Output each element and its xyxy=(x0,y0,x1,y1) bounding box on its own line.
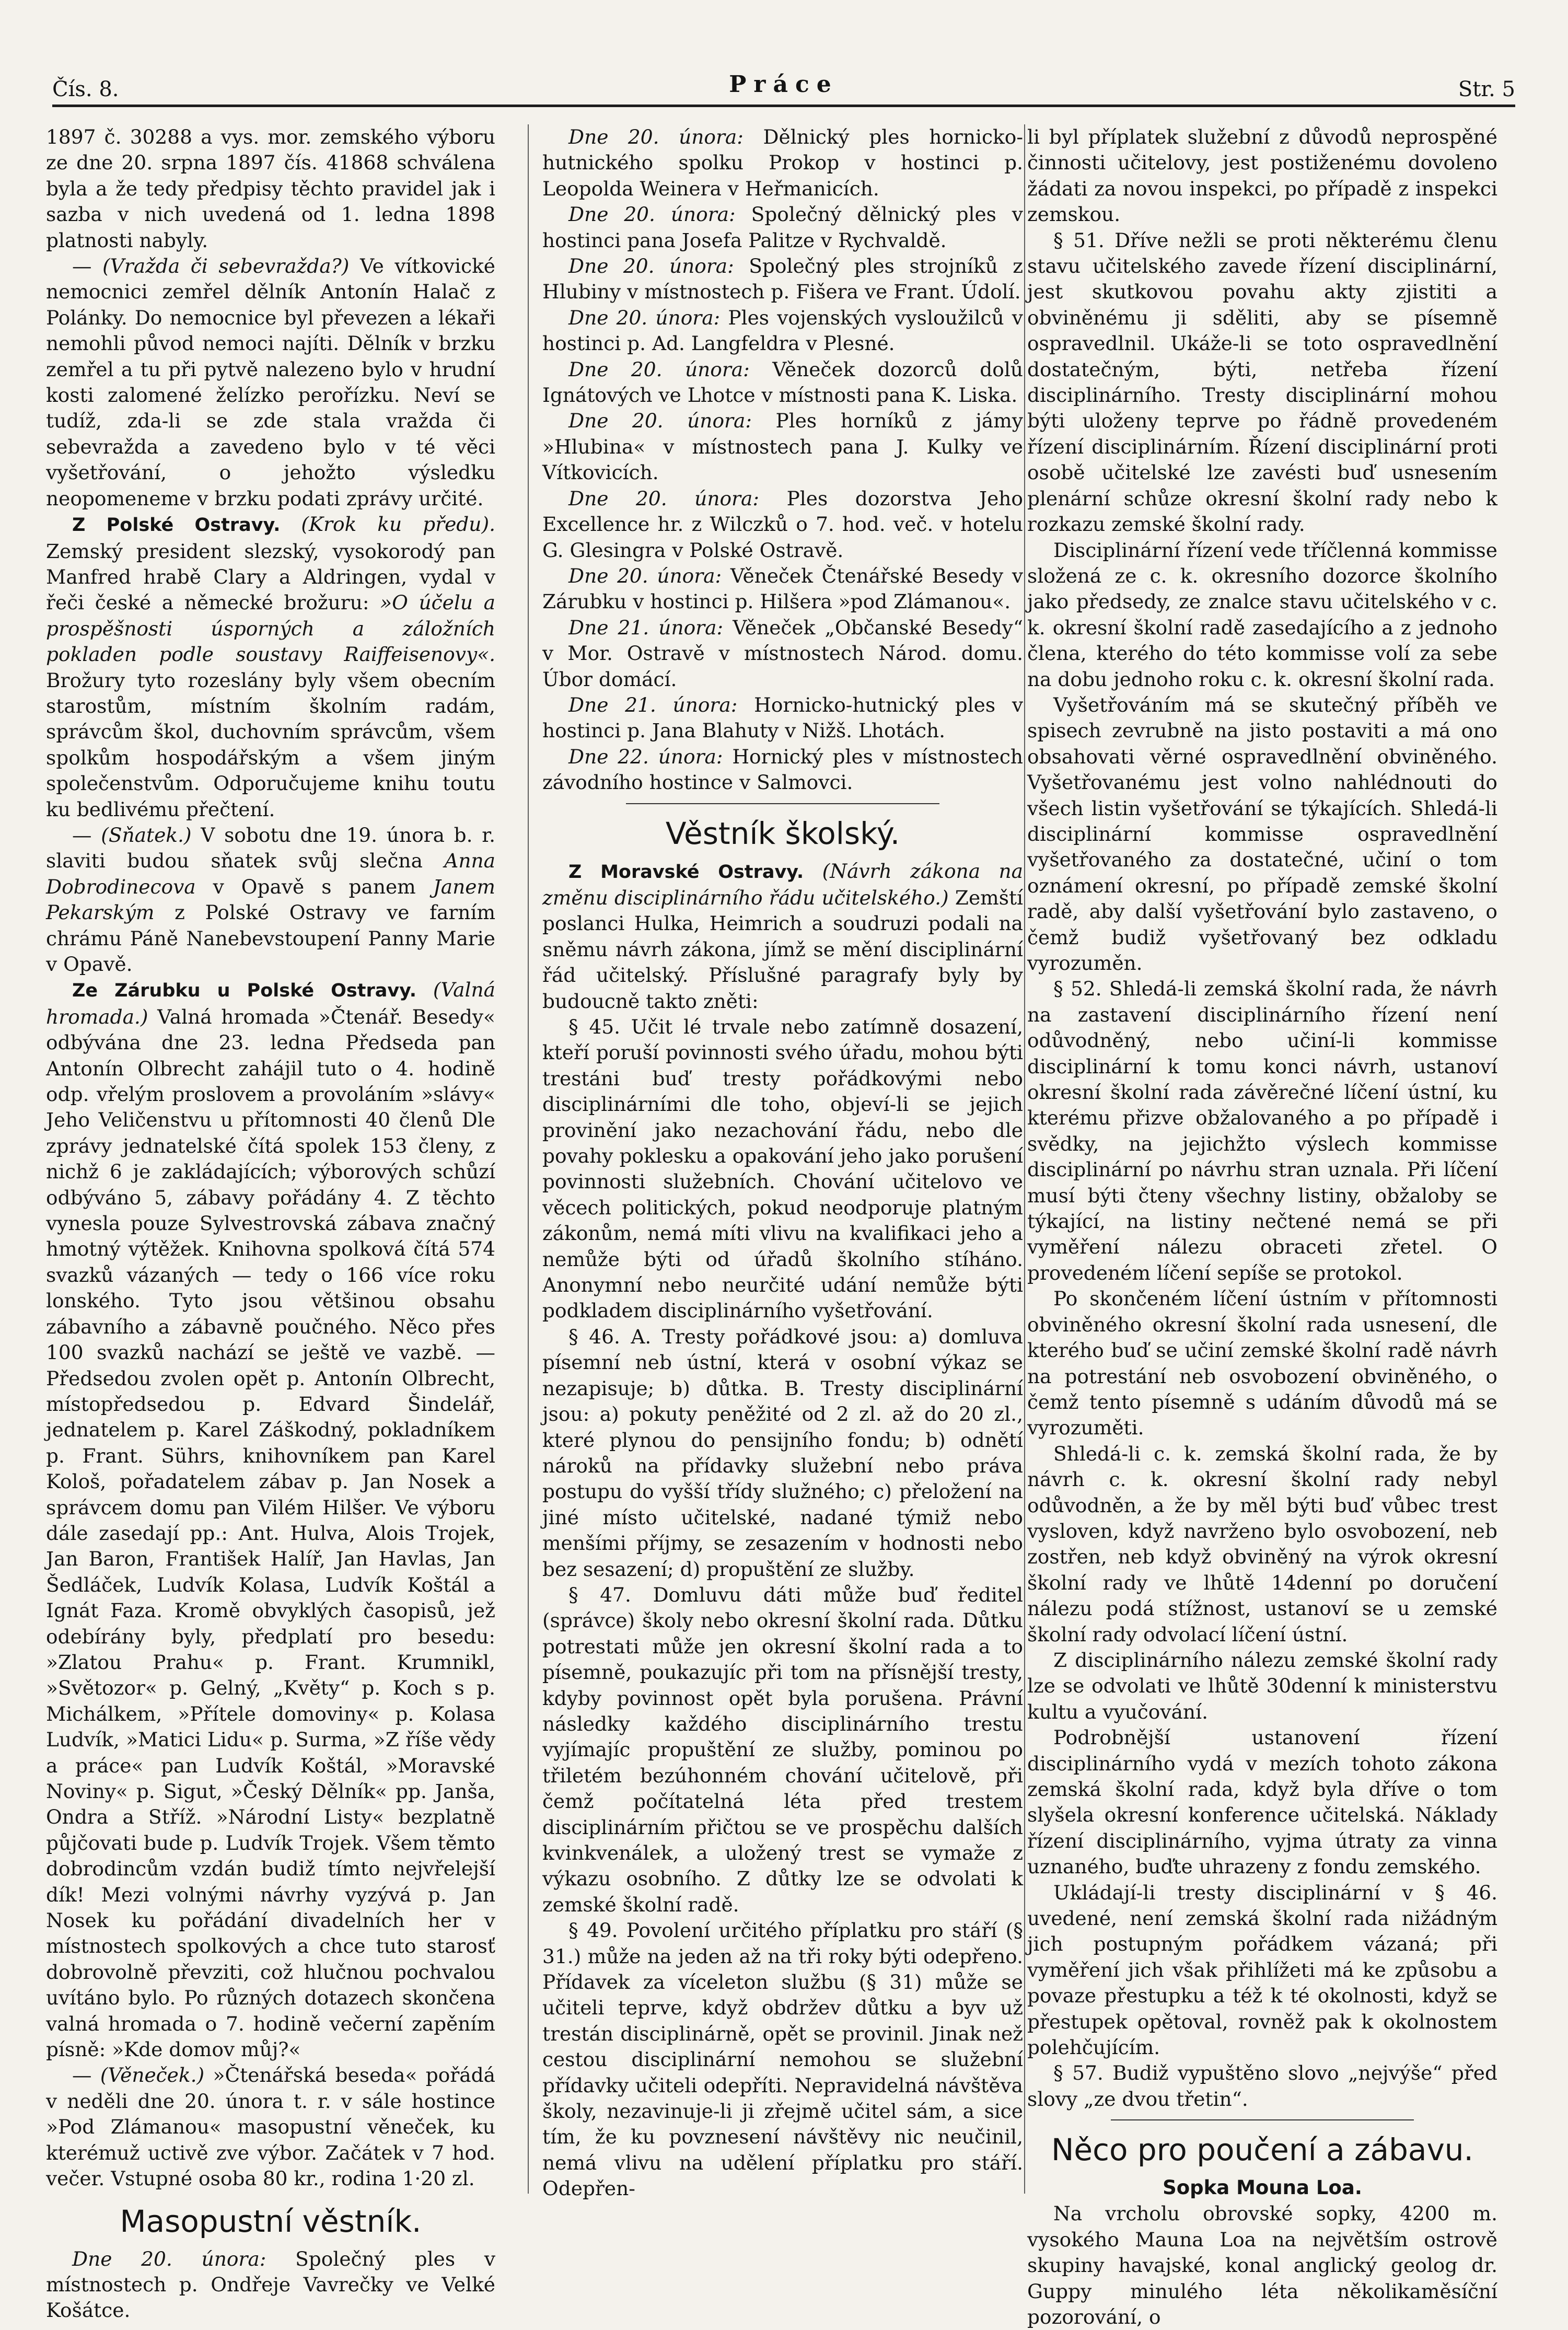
event-date: Dne 20. února: xyxy=(568,306,721,329)
article-assembly-title: (Valná hromada.) xyxy=(46,978,495,1028)
section-heading-carnival: Masopustní věstník. xyxy=(120,2203,422,2239)
page-number: Str. 5 xyxy=(1458,77,1515,101)
section-heading-school: Věstník školský. xyxy=(665,815,900,851)
issue-number: Čís. 8. xyxy=(52,77,119,101)
paragraph-52: § 52. Shledá-li zemská školní rada, že návrh na zastavení disciplinárního řízení není odůvodněný, nebo učiní-li kommisse disciplinární k tomu konci návrh, ustanoví okresní školní rada závěrečné líčení ústní, ku kterému přizve obžalovaného a po případě i svědky, na jejichžto výslech kommisse disciplinární po návrhu stran uznala. Při líčení musí býti čteny všechny listiny, obžaloby se týkající, na listiny nečtené nemá se při vyměření nálezu obraceti zřetel. O provedeném líčení sepíše se protokol. xyxy=(1027,977,1497,1284)
event-date: Dne 21. února: xyxy=(568,616,724,639)
article-wreath-title: (Věneček.) xyxy=(100,2064,205,2087)
brochure-name: »O účelu a prospěšnosti úsporných a záložních pokladen podle soustavy Raiffeisenovy«. xyxy=(46,591,495,666)
article-wreath-text: »Čtenářská beseda« pořádá v neděli dne 20. února t. r. v sále hostince »Pod Zlámanou« masopustní věneček, ku kterémuž uctivě zve výbor. Začátek v 7 hod. večer. Vstupné osoba 80 kr., rodina 1·20 zl. xyxy=(46,2064,496,2190)
event-item xyxy=(542,692,1023,744)
event-date: Dne 20. února: xyxy=(568,357,750,381)
event-text: Ples horníků z jámy »Hlubina« v místnostech pana J. Kulky ve Vítkovicích. xyxy=(542,409,1023,484)
event-text: Ples dozorstva Jeho Excellence hr. z Wilczků o 7. hod. več. v hotelu G. Glesingra v Polské Ostravě. xyxy=(542,486,1024,562)
event-text: Ples vojenských vysloužilců v hostinci p. Ad. Langfeldra v Plesné. xyxy=(542,306,1023,355)
event-text: Věneček dozorců dolů Ignátových ve Lhotce v místnosti pana K. Liska. xyxy=(542,357,1023,407)
article-wedding-text-2: v Opavě s panem xyxy=(213,875,416,898)
section-heading-education: Něco pro poučení a zábavu. xyxy=(1051,2132,1473,2168)
paragraph-penalties: Ukládají-li tresty disciplinární v § 46. uvedené, není zemská školní rada nižádným jich postupným pořádkem vázaná; při vyměření jich však přihlížeti má ke způsobu a povaze přestupku a též k té okolnosti, když se přestupek opětoval, rovněž pak k okolnostem polehčujícím. xyxy=(1027,1881,1497,2059)
article-brochure-text-2: Brožury tyto rozeslány byly všem obecním starostům, místním školním radám, správcům škol, duchovním správcům, všem spolkům hospodářským a všem jiným společenstvům. Odporučujeme knihu toutu ku bedlivému přečtení. xyxy=(46,668,495,821)
paragraph-commission: Disciplinární řízení vede tříčlenná kommisse složená ze c. k. okresního dozorce školního jako předsedy, ze znalce stavu učitelského v c. k. okresní školní radě zasedajícího a z jednoho člena, kterého do této kommisse volí za sebe na dobu jednoho roku c. k. okresní školní rada. xyxy=(1027,538,1497,691)
paragraph-51: § 51. Dříve nežli se proti některému členu stavu učitelského zavede řízení disciplinární, jest skutkovou povahu akty zjistiti a obviněnému ji sděliti, aby se písemně ospravedlnil. Ukáže-li se toto ospravedlnění dostatečným, býti, netřeba řízení disciplinárního. Tresty disciplinární mohou býti uloženy teprve po řádně provedeném řízení disciplinárním. Řízení disciplinární proti osobě učitelské lze zavésti buď usnesením plenární schůze okresní školní rady nebo k rozkazu zemské školní rady. xyxy=(1027,228,1497,536)
event-date: Dne 20. února: xyxy=(568,254,734,278)
article-assembly-place: Ze Zárubku u Polské Ostravy. xyxy=(72,980,417,1002)
event-item xyxy=(542,202,1023,253)
header-rule xyxy=(52,105,1515,107)
event-item xyxy=(542,253,1023,305)
carnival-event-text: Společný ples v místnostech p. Ondřeje Vavrečky ve Velké Košátce. xyxy=(46,2247,496,2322)
article-murder-title: (Vražda či sebevražda?) xyxy=(102,254,350,278)
event-text: Hornicko-hutnický ples v hostinci p. Jana Blahuty v Nižš. Lhotách. xyxy=(542,693,1024,743)
bride-name: Anna Dobrodinecova xyxy=(46,849,495,898)
column-1 xyxy=(46,124,495,2324)
event-item xyxy=(542,305,1023,357)
article-murder-text: Ve vítkovické nemocnici zemřel dělník Antonín Halač z Polánky. Do nemocnice byl převezen a lékaři nemohli původ nemoci najíti. Dělník v brzku zemřel a tu při pytvě nalezeno bylo v hrudní kosti zalomené želízko perořízku. Neví se tudíž, zda-li se zde stala vražda či sebevražda a zavedeno bylo v té věci vyšetřování, o jehožto výsledku neopomeneme v brzku podati zprávy určité. xyxy=(46,254,495,510)
event-item xyxy=(542,408,1023,485)
article-assembly xyxy=(46,977,495,2062)
newspaper-title: Práce xyxy=(729,71,839,98)
column-3 xyxy=(1027,124,1497,2330)
article-school-place: Z Moravské Ostravy. xyxy=(568,861,804,883)
article-wedding: — (Sňatek.) V sobotu dne 19. února b. r. slaviti budou sňatek svůj slečna Anna Dobrodinecova v Opavě s panem Janem Pekarským z Polské Ostravy ve farním chrámu Páně Nanebevstoupení Panny Marie v Opavě. xyxy=(46,823,496,976)
paragraph-hearing: Po skončeném líčení ústním v přítomnosti obviněného okresní školní rada usnesení, dle kterého buď se učiní zemské školní radě návrh na potrestání neb osvobození obviněného, o čemž tento písemně s udáním důvodů má se vyrozuměti. xyxy=(1027,1287,1497,1440)
event-date: Dne 20. února: xyxy=(568,409,752,433)
event-date: Dne 20. února: xyxy=(568,486,759,510)
column-divider-1 xyxy=(528,124,529,2194)
article-school-title: (Návrh zákona na změnu disciplinárního řádu učitelského.) xyxy=(542,859,1023,909)
article-wedding-title: (Sňatek.) xyxy=(101,823,192,847)
article-volcano-title: Sopka Mouna Loa. xyxy=(1163,2176,1362,2199)
article-brochure-place: Z Polské Ostravy. xyxy=(72,515,281,536)
paragraph-details: Podrobnější ustanovení řízení disciplinárního vydá v mezích tohoto zákona zemská školní rada, když byla dříve o tom slyšela okresní konference učitelská. Náklady řízení disciplinárního, vyjma útraty za vinna uznaného, buďte uhrazeny z fondu zemského. xyxy=(1027,1726,1497,1879)
article-wedding-text: V sobotu dne 19. února b. r. slaviti budou sňatek svůj slečna xyxy=(46,823,495,873)
column-2 xyxy=(542,124,1023,2202)
paragraph-45: § 45. Učit lé trvale nebo zatímně dosazení, kteří poruší povinnosti svého úřadu, mohou býti trestáni buď tresty pořádkovými nebo disciplinárními dle toho, objeví-li se jejich provinění jako nezachování řádu, nebo dle povahy poklesku a opakování jeho jako porušení povinnosti služebních. Chování učitelovo ve věcech politických, pokud neodporuje platným zákonům, nemá míti vlivu na kvalifikaci jeho a nemůže býti od úřadů školního stíháno. Anonymní nebo neurčité udání nemůže býti podkladem disciplinárního vyšetřování. xyxy=(542,1015,1023,1323)
article-wedding-text-3: z Polské Ostravy ve farním chrámu Páně Nanebevstoupení Panny Marie v Opavě. xyxy=(46,901,496,976)
event-text: Hornický ples v místnostech závodního hostince v Salmovci. xyxy=(542,745,1023,794)
column-divider-2 xyxy=(1024,124,1025,2194)
paragraph-46: § 46. A. Tresty pořádkové jsou: a) domluva písemní neb ústní, která v osobní výkaz se nezapisuje; b) důtka. B. Tresty disciplinární jsou: a) pokuty peněžité od 2 zl. až do 20 zl., které plynou do pensijního fondu; b) odnětí nároků na přídavky služební nebo práva postupu do vyšší třídy služného; c) přeložení na jiné místo učitelské, nadané týmiž nebo menšími příjmy, se zesazením v hodnosti nebo bez sesazení; d) propuštění ze služby. xyxy=(542,1325,1023,1581)
section-rule xyxy=(1111,2119,1414,2120)
article-brochure-title: (Krok ku předu). xyxy=(301,513,495,536)
article-wreath: — (Věneček.) »Čtenářská beseda« pořádá v neděli dne 20. února t. r. v sále hostince »Pod Zlámanou« masopustní věneček, ku kterémuž uctivě zve výbor. Začátek v 7 hod. večer. Vstupné osoba 80 kr., rodina 1·20 zl. xyxy=(46,2064,496,2190)
event-item xyxy=(542,563,1023,615)
article-volcano-text: Na vrcholu obrovské sopky, 4200 m. vysokého Mauna Loa na největším ostrově skupiny havajské, konal anglický geolog dr. Guppy minulého léta několikaměsíční pozorování, o xyxy=(1027,2202,1497,2328)
article-brochure-text: Zemský president slezský, vysokorodý pan Manfred hrabě Clary a Aldringen, vydal v řeči české a německé brožuru: xyxy=(46,539,495,615)
event-text: Věneček Čtenářské Besedy v Zárubku v hostinci p. Hilšera »pod Zlámanou«. xyxy=(542,564,1024,613)
section-rule xyxy=(626,803,939,804)
event-item xyxy=(542,124,1023,202)
event-date: Dne 20. února: xyxy=(568,125,744,148)
event-item xyxy=(542,615,1023,692)
event-item xyxy=(542,357,1023,409)
paragraph-investigation: Vyšetřováním má se skutečný příběh ve spisech zevrubně na jisto postaviti a má ono obsahovati věrné ospravedlnění obviněného. Vyšetřovanému jest volno nahlédnouti do všech listin vyšetřování se týkajících. Shledá-li disciplinární kommisse ospravedlnění vyšetřovaného za dostatečné, učiní o tom oznámení okresní, po případě zemské školní radě, aby další vyšetřování bylo zastaveno, o čemž budiž vyšetřovaný bez odkladu vyrozuměn. xyxy=(1027,693,1497,975)
event-text: Společný dělnický ples v hostinci pana Josefa Palitze v Rychvaldě. xyxy=(542,203,1023,252)
paragraph-49: § 49. Povolení určitého příplatku pro stáří (§ 31.) může na jeden až na tři roky býti odepřeno. Přídavek za víceleton službu (§ 31) může se učiteli teprve, když obdržev důtku a byv už trestán disciplinárně, opět se provinil. Jinak než cestou disciplinární nemohou se služební přídavky učiteli odepříti. Nepravidelná návštěva školy, nezavinuje-li ji zřejmě učitel sám, a sice tím, že ku povznesení návštěvy nic neučinil, nemá vlivu na udělení příplatku pro stáří. Odepřen- xyxy=(542,1919,1023,2200)
article-school-law xyxy=(542,859,1023,1014)
article-murder: — (Vražda či sebevražda?) Ve vítkovické nemocnici zemřel dělník Antonín Halač z Polánky. Do nemocnice byl převezen a lékaři nemohli původ nemoci najíti. Dělník v brzku zemřel a tu při pytvě nalezeno bylo v hrudní kosti zalomené želízko perořízku. Neví se tudíž, zda-li se zde stala vražda či sebevražda a zavedeno bylo v té věci vyšetřování, o jehožto výsledku neopomeneme v brzku podati zprávy určité. xyxy=(46,254,495,510)
carnival-event-date: Dne 20. února: xyxy=(72,2247,266,2270)
article-school-text: Zemští poslanci Hulka, Heimrich a soudruzi podali na sněmu návrh zákona, jímž se mění disciplinární řád učitelský. Příslušné paragrafy byly by budoucně takto zněti: xyxy=(542,886,1024,1013)
article-assembly-text: Valná hromada »Čtenář. Besedy« odbývána dne 23. ledna Předseda pan Antonín Olbrecht zahájil tuto o 4. hodině odp. vřelým proslovem a provoláním »slávy« Jeho Veličenstvu u přítomnosti 40 členů Dle zprávy jednatelské čítá spolek 153 členy, z nichž 6 je zakládajících; výborových schůzí odbýváno 5, zábavy pořádány 4. Z těchto vynesla pouze Sylvestrovská zábava značný hmotný výtěžek. Knihovna spolková čítá 574 svazků vázaných — tedy o 166 více roku lonského. Tyto jsou většinou obsahu zábavního a zábavně poučného. Něco přes 100 svazků nachází se ještě ve vazbě. — Předsedou zvolen opět p. Antonín Olbrecht, místopředsedou p. Edvard Šindelář, jednatelem p. Karel Záškodný, pokladníkem p. Frant. Sührs, knihovníkem pan Karel Kološ, pořadatelem zábav p. Jan Nosek a správcem domu pan Vilém Hilšer. Ve výboru dále zasedají pp.: Ant. Hulva, Alois Trojek, Jan Baron, František Halíř, Jan Havlas, Jan Šedláček, Ludvík Kolasa, Ludvík Koštál a Ignát Faza. Kromě obvyklých časopisů, jež odebírány byly, předplatí pro besedu: »Zlatou Prahu« p. Frant. Krumnikl, »Světozor« p. Gelný, „Květy“ p. Koch s p. Michálkem, »Přítele domoviny« p. Kolasa Ludvík, »Matici Lidu« p. Surma, »Z říše vědy a práce« pan Ludvík Koštál, »Moravské Noviny« p. Sigut, »Český Dělník« pp. Janša, Ondra a Stříž. »Národní Listy« bezplatně půjčovati bude p. Ludvík Trojek. Všem těmto dobrodincům vzdán budiž tímto nejvřelejší dík! Mezi volnými návrhy vyzývá p. Jan Nosek ku pořádání divadelních her v místnostech spolkových a chce tuto starosť dobrovolně převziti, což hlučnou pochvalou uvítáno bylo. Po různých dotazech skončena valná hromada o 7. hodině večerní zapěním písně: »Kde domov můj?« xyxy=(46,1005,495,2061)
article-continuation: 1897 č. 30288 a vys. mor. zemského výboru ze dne 20. srpna 1897 čís. 41868 schválena byla a že tedy předpisy těchto pravidel jak i sazba v nich uvedená od 1. ledna 1898 platnosti nabyly. xyxy=(46,125,495,252)
paragraph-57: § 57. Budiž vypuštěno slovo „nejvýše“ před slovy „ze dvou třetin“. xyxy=(1027,2061,1497,2111)
carnival-event xyxy=(46,2246,495,2324)
event-text: Společný ples strojníků z Hlubiny v místnostech p. Fišera ve Frant. Údolí. xyxy=(542,254,1024,304)
paragraph-ministry: Z disciplinárního nálezu zemské školní rady lze se odvolati ve lhůtě 30denní k ministerstvu kultu a vyučování. xyxy=(1027,1648,1497,1723)
paragraph-appeal: Shledá-li c. k. zemská školní rada, že by návrh c. k. okresní školní rady nebyl odůvodněn, a že by měl býti buď vůbec trest vysloven, když navrženo bylo osvobození, neb zostřen, neb když obviněný na výrok okresní školní rady ve lhůtě 14denní po doručení nálezu podá stížnost, ustanoví se u zemské školní rady odvolací líčení ústní. xyxy=(1027,1442,1497,1646)
event-date: Dne 20. února: xyxy=(568,203,736,226)
paragraph-49-continuation: li byl příplatek služební z důvodů neprospěné činnosti učitelovy, jest postiženému dovoleno žádati za novou inspekci, po případě z inspekci zemskou. xyxy=(1027,125,1497,226)
event-date: Dne 21. února: xyxy=(568,693,738,716)
paragraph-47: § 47. Domluvu dáti může buď ředitel (správce) školy nebo okresní školní rada. Důtku potrestati může jen okresní školní rada a to písemně, poukazujíc při tom na přísnější tresty, kdyby povinnost opět byla porušena. Právní následky každého disciplinárního trestu vyjímajíc propuštění ze služby, pominou po třiletém bezúhonném chování učitelově, při čemž počítatelná léta před trestem disciplinárním přičtou se ve prospěchu dalších kvinkvenálek, a uložený trest se vymaže z výkazu osobního. Z důtky lze se odvolati k zemské školní radě. xyxy=(542,1583,1023,1916)
event-date: Dne 22. února: xyxy=(568,745,723,768)
event-item xyxy=(542,486,1023,563)
event-text: Věneček „Občanské Besedy“ v Mor. Ostravě v místnostech Národ. domu. Úbor domácí. xyxy=(542,616,1023,691)
event-text: Dělnický ples hornicko-hutnického spolku Prokop v hostinci p. Leopolda Weinera v Heřmanicích. xyxy=(542,125,1024,200)
groom-name: Janem Pekarským xyxy=(46,875,495,924)
event-item xyxy=(542,744,1023,796)
article-brochure xyxy=(46,512,495,822)
event-date: Dne 20. února: xyxy=(568,564,722,587)
